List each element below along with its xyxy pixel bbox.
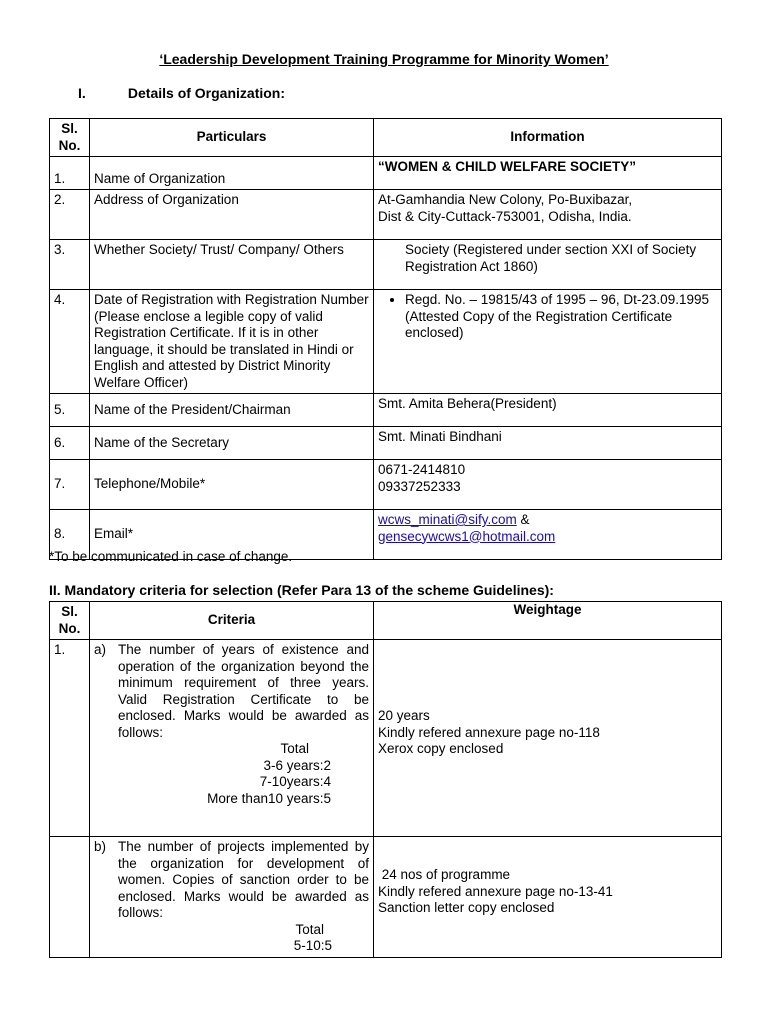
row-info: [374, 510, 722, 560]
weightage-line: 24 nos of programme: [378, 867, 511, 882]
header-sl-no: Sl. No.: [50, 119, 90, 157]
row-particular: Date of Registration with Registration Number (Please enclose a legible copy of valid Registration Certificate. If it is in other language, it should be translated in Hindi or English and attested by District Minority Welfare Officer): [90, 290, 374, 394]
header-sl-no: Sl. No.: [50, 602, 90, 640]
row-info: Smt. Amita Behera(President): [374, 394, 722, 427]
scale-item: 7-10years:4: [259, 774, 331, 789]
row-number: 6.: [50, 427, 90, 460]
footnote: *To be communicated in case of change.: [49, 549, 293, 564]
email-link-1[interactable]: wcws_minati@sify.com: [378, 512, 517, 527]
row-particular: Email*: [90, 510, 374, 560]
row-number: 8.: [50, 510, 90, 560]
row-particular: Name of the Secretary: [90, 427, 374, 460]
address-line-1: At-Gamhandia New Colony, Po-Buxibazar,: [378, 192, 633, 207]
page-title: ‘Leadership Development Training Programme for Minority Women’: [159, 51, 609, 67]
section-2-heading: II. Mandatory criteria for selection (Refer Para 13 of the scheme Guidelines):: [49, 582, 554, 598]
table-row: [50, 394, 722, 427]
row-particular: Name of Organization: [90, 157, 374, 190]
email-link-2[interactable]: gensecywcws1@hotmail.com: [378, 528, 556, 544]
row-number: 3.: [50, 240, 90, 290]
section-1-number: I.: [78, 85, 86, 101]
weightage-line: Xerox copy enclosed: [378, 741, 504, 756]
organization-details-table: [49, 118, 722, 560]
row-info: [374, 290, 722, 394]
weightage-line: Sanction letter copy enclosed: [378, 900, 555, 915]
table-row: [50, 240, 722, 290]
weightage-cell: [374, 837, 722, 958]
section-1-title: Details of Organization:: [127, 85, 286, 101]
selection-criteria-table: [49, 601, 722, 958]
row-number: 5.: [50, 394, 90, 427]
table-row: [50, 460, 722, 510]
criteria-label: b): [94, 839, 107, 854]
header-weightage: Weightage: [374, 602, 722, 640]
table-header-row: [50, 119, 722, 157]
scale-item: 5-10:5: [293, 938, 332, 953]
weightage-line: Kindly refered annexure page no-13-41: [378, 883, 613, 899]
telephone-number: 0671-2414810: [378, 462, 466, 477]
weightage-cell: [374, 640, 722, 837]
table-row: [50, 837, 722, 958]
header-information: Information: [374, 119, 722, 157]
list-item: • Regd. No. – 19815/43 of 1995 – 96, Dt-23.09.1995 (Attested Copy of the Registration Certificate enclosed): [405, 292, 717, 342]
address-line-2: Dist & City-Cuttack-753001, Odisha, India.: [378, 208, 632, 224]
header-particulars: Particulars: [90, 119, 374, 157]
row-info: Society (Registered under section XXI of Society Registration Act 1860): [374, 240, 722, 290]
row-number: 4.: [50, 290, 90, 394]
row-particular: Whether Society/ Trust/ Company/ Others: [90, 240, 374, 290]
row-particular: Telephone/Mobile*: [90, 460, 374, 510]
scale-item: More than10 years:5: [207, 790, 331, 806]
row-number: 7.: [50, 460, 90, 510]
row-number: 2.: [50, 190, 90, 240]
row-info: Smt. Minati Bindhani: [374, 427, 722, 460]
weightage-line: Kindly refered annexure page no-118: [378, 724, 600, 740]
table-row: [50, 640, 722, 837]
criteria-text: The number of projects implemented by the organization for development of women. Copies of sanction order to be enclosed. Marks would be awarded as follows:: [118, 839, 369, 920]
header-criteria: Criteria: [90, 602, 374, 640]
email-separator: &: [516, 512, 530, 527]
criteria-label: a): [94, 642, 107, 657]
criteria-cell: [90, 837, 374, 958]
row-particular: Name of the President/Chairman: [90, 394, 374, 427]
criteria-cell: [90, 640, 374, 837]
criteria-text: The number of years of existence and operation of the organization beyond the minimum requirement of three years. Valid Registration Certificate to be enclosed. Marks would be awarded as follows:: [118, 642, 369, 740]
registration-list: [378, 292, 717, 342]
row-info: [374, 190, 722, 240]
weightage-line: 20 years: [378, 708, 430, 723]
table-row: [50, 427, 722, 460]
scale-total: Total: [280, 741, 309, 756]
row-number: 1.: [50, 157, 90, 190]
scale-item: 3-6 years:2: [263, 757, 331, 773]
row-number: 1.: [50, 640, 90, 837]
row-info: [374, 460, 722, 510]
row-number: [50, 837, 90, 958]
scale-total: Total: [295, 921, 324, 937]
table-header-row: [50, 602, 722, 640]
section-1-heading: [78, 85, 285, 101]
row-particular: Address of Organization: [90, 190, 374, 240]
row-info: “WOMEN & CHILD WELFARE SOCIETY”: [374, 157, 722, 190]
table-row: [50, 290, 722, 394]
table-row: [50, 190, 722, 240]
mobile-number: 09337252333: [378, 478, 461, 494]
table-row: [50, 157, 722, 190]
